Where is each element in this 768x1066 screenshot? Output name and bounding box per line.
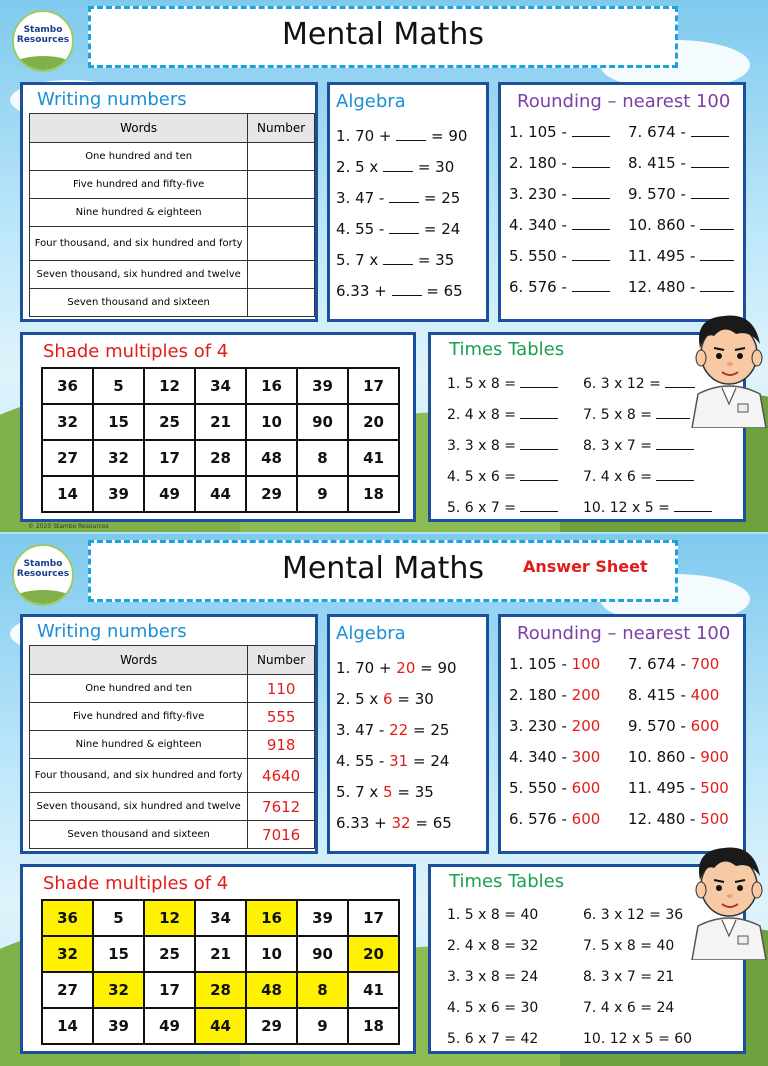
number-answer-cell[interactable] (248, 261, 315, 289)
grid-cell[interactable]: 20 (348, 404, 399, 440)
col-number-header: Number (248, 646, 315, 675)
grid-cell[interactable]: 36 (42, 368, 93, 404)
words-cell: Five hundred and fifty-five (30, 171, 248, 199)
rounding-item: 6. 576 - 600 (509, 810, 601, 828)
grid-cell[interactable]: 32 (42, 936, 93, 972)
grid-cell[interactable]: 5 (93, 368, 144, 404)
grid-cell[interactable]: 27 (42, 972, 93, 1008)
grid-cell[interactable]: 14 (42, 476, 93, 512)
algebra-item: 4. 55 - = 24 (336, 220, 461, 238)
rounding-item: 5. 550 - 600 (509, 779, 601, 797)
rounding-title: Rounding – nearest 100 (517, 91, 731, 112)
words-cell: Five hundred and fifty-five (30, 703, 248, 731)
grid-cell[interactable]: 28 (195, 972, 246, 1008)
times-item: 7. 4 x 6 = (583, 468, 694, 485)
answer-blank[interactable] (691, 186, 729, 199)
worksheet-answers (0, 534, 768, 1066)
answer-blank[interactable] (520, 468, 558, 481)
rounding-item: 5. 550 - (509, 247, 610, 265)
grid-cell[interactable]: 29 (246, 476, 297, 512)
rounding-panel (498, 614, 746, 854)
times-item: 1. 5 x 8 = 40 (447, 907, 539, 923)
grid-cell[interactable]: 48 (246, 440, 297, 476)
words-cell: Seven thousand, six hundred and twelve (30, 793, 248, 821)
answer-blank[interactable] (520, 406, 558, 419)
multiples-grid (41, 367, 400, 513)
grid-cell[interactable]: 17 (144, 440, 195, 476)
rounding-item: 1. 105 - (509, 123, 610, 141)
grid-cell[interactable]: 36 (42, 900, 93, 936)
answer-value: 30 (520, 1000, 539, 1016)
writing-numbers-panel (20, 82, 318, 322)
answer-blank[interactable] (520, 375, 558, 388)
words-cell: Seven thousand, six hundred and twelve (30, 261, 248, 289)
times-item: 10. 12 x 5 = 60 (583, 1031, 693, 1047)
rounding-item: 8. 415 - 400 (628, 686, 720, 704)
number-answer-cell[interactable] (248, 143, 315, 171)
number-answer-cell[interactable] (248, 171, 315, 199)
answer-blank[interactable] (520, 499, 558, 512)
times-item: 2. 4 x 8 = 32 (447, 938, 539, 954)
words-cell: Four thousand, and six hundred and forty (30, 759, 248, 793)
answer-blank[interactable] (691, 155, 729, 168)
answer-blank[interactable] (700, 248, 734, 261)
rounding-item: 9. 570 - (628, 185, 729, 203)
rounding-title: Rounding – nearest 100 (517, 623, 731, 644)
answer-value: 24 (656, 1000, 675, 1016)
grid-cell[interactable]: 16 (246, 368, 297, 404)
grid-cell[interactable]: 48 (246, 972, 297, 1008)
grid-cell[interactable]: 12 (144, 900, 195, 936)
grid-cell[interactable]: 18 (348, 1008, 399, 1044)
grid-cell[interactable]: 90 (297, 404, 348, 440)
algebra-item: 6.33 + 32 = 65 (336, 814, 452, 832)
rounding-item: 7. 674 - 700 (628, 655, 720, 673)
grid-cell[interactable]: 16 (246, 900, 297, 936)
answer-value: 5 (383, 783, 393, 801)
grid-cell[interactable]: 41 (348, 440, 399, 476)
algebra-item: 1. 70 + 20 = 90 (336, 659, 457, 677)
grid-cell[interactable]: 25 (144, 936, 195, 972)
rounding-item: 1. 105 - 100 (509, 655, 601, 673)
grid-cell[interactable]: 10 (246, 936, 297, 972)
algebra-item: 2. 5 x 6 = 30 (336, 690, 434, 708)
rounding-item: 4. 340 - (509, 216, 610, 234)
rounding-item: 2. 180 - (509, 154, 610, 172)
number-answer-cell: 918 (248, 731, 315, 759)
rounding-item: 12. 480 - (628, 278, 734, 296)
rounding-item: 9. 570 - 600 (628, 717, 720, 735)
grid-cell[interactable]: 8 (297, 440, 348, 476)
grid-cell[interactable]: 49 (144, 1008, 195, 1044)
grid-cell[interactable]: 18 (348, 476, 399, 512)
answer-value: 600 (690, 717, 720, 735)
number-answer-cell: 555 (248, 703, 315, 731)
grid-cell[interactable]: 17 (144, 972, 195, 1008)
algebra-panel (327, 614, 489, 854)
page-title: Mental Maths (281, 17, 485, 52)
answer-value: 42 (520, 1031, 539, 1047)
answer-blank[interactable] (572, 124, 610, 137)
grid-cell[interactable]: 17 (348, 900, 399, 936)
words-cell: Seven thousand and sixteen (30, 289, 248, 317)
times-item: 5. 6 x 7 = 42 (447, 1031, 539, 1047)
rounding-item: 10. 860 - (628, 216, 734, 234)
grid-cell[interactable]: 90 (297, 936, 348, 972)
answer-value: 20 (396, 659, 416, 677)
answer-blank[interactable] (656, 437, 694, 450)
rounding-item: 3. 230 - 200 (509, 717, 601, 735)
answer-blank[interactable] (700, 279, 734, 292)
answer-value: 6 (383, 690, 393, 708)
answer-blank[interactable] (572, 217, 610, 230)
title-banner (88, 540, 678, 602)
grid-cell[interactable]: 8 (297, 972, 348, 1008)
col-words-header: Words (30, 114, 248, 143)
times-item: 4. 5 x 6 = (447, 468, 558, 485)
times-item: 3. 3 x 8 = 24 (447, 969, 539, 985)
answer-blank[interactable] (572, 186, 610, 199)
grid-cell[interactable]: 25 (144, 404, 195, 440)
worksheet-questions (0, 0, 768, 532)
times-item: 7. 4 x 6 = 24 (583, 1000, 675, 1016)
answer-blank[interactable] (520, 437, 558, 450)
algebra-item: 3. 47 - = 25 (336, 189, 461, 207)
algebra-title: Algebra (336, 623, 406, 644)
rounding-item: 7. 674 - (628, 123, 729, 141)
answer-blank[interactable] (392, 283, 422, 296)
grid-cell[interactable]: 21 (195, 936, 246, 972)
writing-numbers-title: Writing numbers (37, 89, 187, 110)
grid-cell[interactable]: 32 (42, 404, 93, 440)
answer-blank[interactable] (674, 499, 712, 512)
answer-value: 40 (656, 938, 675, 954)
answer-value: 700 (690, 655, 720, 673)
number-answer-cell: 4640 (248, 759, 315, 793)
algebra-item: 2. 5 x = 30 (336, 158, 455, 176)
times-item: 1. 5 x 8 = (447, 375, 558, 392)
grid-cell[interactable]: 20 (348, 936, 399, 972)
algebra-panel (327, 82, 489, 322)
answer-blank[interactable] (383, 252, 413, 265)
page-title: Mental Maths (281, 551, 485, 586)
answer-value: 400 (690, 686, 720, 704)
answer-blank[interactable] (691, 124, 729, 137)
grid-cell[interactable]: 14 (42, 1008, 93, 1044)
rounding-item: 11. 495 - 500 (628, 779, 729, 797)
grid-cell[interactable]: 28 (195, 440, 246, 476)
answer-blank[interactable] (389, 190, 419, 203)
grid-cell[interactable]: 32 (93, 440, 144, 476)
col-number-header: Number (248, 114, 315, 143)
answer-blank[interactable] (396, 128, 426, 141)
grid-cell[interactable]: 44 (195, 1008, 246, 1044)
algebra-item: 6.33 + = 65 (336, 282, 463, 300)
answer-value: 100 (571, 655, 601, 673)
words-cell: Nine hundred & eighteen (30, 731, 248, 759)
answer-blank[interactable] (383, 159, 413, 172)
writing-numbers-table (29, 113, 315, 317)
answer-value: 600 (571, 810, 601, 828)
grid-cell[interactable]: 9 (297, 1008, 348, 1044)
grid-cell[interactable]: 39 (297, 900, 348, 936)
grid-cell[interactable]: 34 (195, 368, 246, 404)
answer-value: 32 (520, 938, 539, 954)
grid-cell[interactable]: 9 (297, 476, 348, 512)
algebra-title: Algebra (336, 91, 406, 112)
grid-cell[interactable]: 41 (348, 972, 399, 1008)
stambo-logo: Stambo Resources (12, 544, 74, 606)
grid-cell[interactable]: 39 (297, 368, 348, 404)
multiples-title: Shade multiples of 4 (43, 873, 229, 894)
grid-cell[interactable]: 21 (195, 404, 246, 440)
grid-cell[interactable]: 29 (246, 1008, 297, 1044)
rounding-item: 11. 495 - (628, 247, 734, 265)
times-item: 6. 3 x 12 = (583, 375, 695, 392)
answer-value: 22 (389, 721, 409, 739)
rounding-item: 10. 860 - 900 (628, 748, 729, 766)
number-answer-cell[interactable] (248, 199, 315, 227)
rounding-item: 8. 415 - (628, 154, 729, 172)
scientist-boy-illustration (684, 308, 768, 428)
answer-blank[interactable] (656, 468, 694, 481)
writing-numbers-panel (20, 614, 318, 854)
words-cell: One hundred and ten (30, 143, 248, 171)
writing-numbers-title: Writing numbers (37, 621, 187, 642)
answer-value: 36 (665, 907, 684, 923)
algebra-item: 5. 7 x = 35 (336, 251, 455, 269)
rounding-item: 2. 180 - 200 (509, 686, 601, 704)
algebra-item: 4. 55 - 31 = 24 (336, 752, 450, 770)
answer-blank[interactable] (572, 248, 610, 261)
algebra-item: 5. 7 x 5 = 35 (336, 783, 434, 801)
answer-blank[interactable] (572, 279, 610, 292)
answer-value: 200 (571, 686, 601, 704)
answer-value: 40 (520, 907, 539, 923)
times-item: 4. 5 x 6 = 30 (447, 1000, 539, 1016)
algebra-item: 3. 47 - 22 = 25 (336, 721, 450, 739)
number-answer-cell: 7612 (248, 793, 315, 821)
rounding-item: 12. 480 - 500 (628, 810, 729, 828)
answer-value: 32 (391, 814, 411, 832)
times-tables-title: Times Tables (449, 339, 565, 360)
grid-cell[interactable]: 5 (93, 900, 144, 936)
stambo-logo: Stambo Resources (12, 10, 74, 72)
grid-cell[interactable]: 10 (246, 404, 297, 440)
grid-cell[interactable]: 44 (195, 476, 246, 512)
copyright-text: © 2020 Stambo Resources (28, 523, 109, 530)
times-item: 2. 4 x 8 = (447, 406, 558, 423)
times-item: 6. 3 x 12 = 36 (583, 907, 684, 923)
answer-blank[interactable] (572, 155, 610, 168)
answer-sheet-label: Answer Sheet (523, 557, 648, 576)
times-item: 3. 3 x 8 = (447, 437, 558, 454)
answer-value: 21 (656, 969, 675, 985)
rounding-panel (498, 82, 746, 322)
number-answer-cell: 7016 (248, 821, 315, 849)
times-item: 8. 3 x 7 = (583, 437, 694, 454)
grid-cell[interactable]: 39 (93, 476, 144, 512)
grid-cell[interactable]: 27 (42, 440, 93, 476)
answer-value: 900 (700, 748, 729, 766)
answer-value: 60 (674, 1031, 693, 1047)
grid-cell[interactable]: 34 (195, 900, 246, 936)
grid-cell[interactable]: 12 (144, 368, 195, 404)
grid-cell[interactable]: 15 (93, 936, 144, 972)
number-answer-cell: 110 (248, 675, 315, 703)
words-cell: Seven thousand and sixteen (30, 821, 248, 849)
rounding-item: 3. 230 - (509, 185, 610, 203)
answer-blank[interactable] (700, 217, 734, 230)
number-answer-cell[interactable] (248, 289, 315, 317)
title-banner (88, 6, 678, 68)
rounding-item: 4. 340 - 300 (509, 748, 601, 766)
answer-value: 31 (389, 752, 409, 770)
algebra-item: 1. 70 + = 90 (336, 127, 468, 145)
rounding-item: 6. 576 - (509, 278, 610, 296)
answer-blank[interactable] (389, 221, 419, 234)
grid-cell[interactable]: 15 (93, 404, 144, 440)
answer-value: 600 (571, 779, 601, 797)
words-cell: Nine hundred & eighteen (30, 199, 248, 227)
multiples-panel (20, 332, 416, 522)
scientist-boy-illustration (684, 840, 768, 960)
number-answer-cell[interactable] (248, 227, 315, 261)
answer-value: 500 (700, 810, 729, 828)
times-item: 5. 6 x 7 = (447, 499, 558, 516)
multiples-title: Shade multiples of 4 (43, 341, 229, 362)
answer-value: 300 (571, 748, 601, 766)
times-tables-title: Times Tables (449, 871, 565, 892)
multiples-panel (20, 864, 416, 1054)
words-cell: One hundred and ten (30, 675, 248, 703)
times-item: 7. 5 x 8 = (583, 406, 690, 423)
words-cell: Four thousand, and six hundred and forty (30, 227, 248, 261)
multiples-grid (41, 899, 400, 1045)
grid-cell[interactable]: 32 (93, 972, 144, 1008)
col-words-header: Words (30, 646, 248, 675)
answer-value: 24 (520, 969, 539, 985)
times-item: 7. 5 x 8 = 40 (583, 938, 675, 954)
grid-cell[interactable]: 49 (144, 476, 195, 512)
answer-value: 200 (571, 717, 601, 735)
times-item: 10. 12 x 5 = (583, 499, 712, 516)
grid-cell[interactable]: 39 (93, 1008, 144, 1044)
times-item: 8. 3 x 7 = 21 (583, 969, 675, 985)
answer-value: 500 (700, 779, 729, 797)
writing-numbers-table (29, 645, 315, 849)
grid-cell[interactable]: 17 (348, 368, 399, 404)
